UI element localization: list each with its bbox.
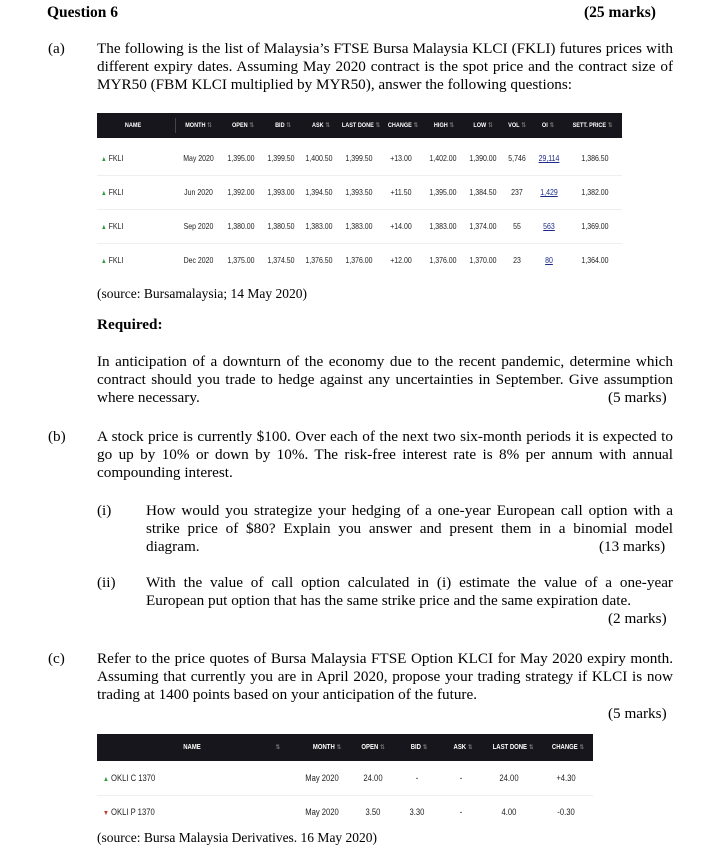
- cell-month: May 2020: [305, 807, 339, 817]
- up-arrow-icon: ▲: [101, 224, 107, 231]
- cell-open: 1,375.00: [227, 255, 255, 265]
- cell-open: 1,395.00: [227, 153, 255, 163]
- part-b-ii-text: With the value of call option calculated in (i) estimate the value of a one-year European put option that has the same strike price and the same expiration date.: [146, 574, 673, 609]
- cell-last-done: 4.00: [501, 807, 517, 817]
- part-c-marks: (5 marks): [608, 705, 667, 722]
- cell-open: 1,392.00: [227, 187, 255, 197]
- cell-last-done: 1,393.50: [345, 187, 373, 197]
- part-b-ii-label: (ii): [97, 574, 116, 591]
- cell-low: 1,374.00: [469, 221, 497, 231]
- part-a-intro: The following is the list of Malaysia’s FTSE Bursa Malaysia KLCI (FKLI) futures prices with different expiry dates. Assuming May 2020 contract is the spot price and the contract size of MYR50 (FBM KLCI multiplied by MYR50), answer the following questions:: [97, 40, 673, 93]
- cell-ask: 1,400.50: [305, 153, 333, 163]
- cell-open: 24.00: [363, 773, 383, 783]
- cell-sett-price: 1,382.00: [581, 187, 609, 197]
- cell-vol: 237: [511, 187, 523, 197]
- required-heading: Required:: [97, 316, 163, 333]
- row-name[interactable]: ▲ FKLI: [101, 187, 124, 197]
- options-table-header: [97, 734, 593, 761]
- header-name[interactable]: NAME: [124, 122, 142, 129]
- header-ask[interactable]: ASK ⇅: [311, 122, 331, 129]
- options-price-table: [97, 734, 593, 828]
- part-a-label: (a): [48, 40, 65, 57]
- part-b-intro: A stock price is currently $100. Over each of the next two six-month periods it is expected to go up by 10% or down by 10%. The risk-free interest rate is 8% per annum with annual compounding interest.: [97, 428, 673, 481]
- up-arrow-icon: ▲: [101, 156, 107, 163]
- cell-month: Dec 2020: [183, 255, 214, 265]
- up-arrow-icon: ▲: [101, 190, 107, 197]
- header-open[interactable]: OPEN ⇅: [232, 122, 254, 129]
- part-b-label: (b): [48, 428, 66, 445]
- table-row: [97, 761, 593, 796]
- cell-month: May 2020: [183, 153, 214, 163]
- header-change[interactable]: CHANGE ⇅: [387, 122, 419, 129]
- cell-change: +12.00: [390, 255, 412, 265]
- cell-last-done: 1,399.50: [345, 153, 373, 163]
- cell-oi-link[interactable]: 29,114: [538, 153, 560, 163]
- cell-ask: 1,376.50: [305, 255, 333, 265]
- futures-price-table: [97, 113, 622, 280]
- header-high[interactable]: HIGH ⇅: [433, 122, 455, 129]
- cell-high: 1,395.00: [429, 187, 457, 197]
- cell-ask: 1,394.50: [305, 187, 333, 197]
- cell-vol: 23: [513, 255, 521, 265]
- cell-open: 3.50: [365, 807, 381, 817]
- question-title: Question 6: [47, 4, 119, 21]
- cell-bid: 1,374.50: [267, 255, 295, 265]
- futures-source: (source: Bursamalaysia; 14 May 2020): [97, 286, 307, 301]
- header-ask[interactable]: ASK ⇅: [453, 744, 473, 751]
- cell-vol: 55: [513, 221, 521, 231]
- row-name[interactable]: ▲ OKLI C 1370: [103, 773, 156, 783]
- header-vol[interactable]: VOL ⇅: [508, 122, 526, 129]
- part-a-question: In anticipation of a downturn of the economy due to the recent pandemic, determine which contract should you trade to hedge against any uncertainties in September. Give assumption where necessary.: [97, 353, 673, 406]
- cell-open: 1,380.00: [227, 221, 255, 231]
- cell-change: +14.00: [390, 221, 412, 231]
- cell-ask: -: [459, 773, 463, 783]
- cell-oi-link[interactable]: 563: [543, 221, 555, 231]
- cell-last-done: 1,383.00: [345, 221, 373, 231]
- cell-bid: 1,393.00: [267, 187, 295, 197]
- cell-change: +13.00: [390, 153, 412, 163]
- cell-ask: 1,383.00: [305, 221, 333, 231]
- part-c-intro: Refer to the price quotes of Bursa Malaysia FTSE Option KLCI for May 2020 expiry month. Assuming that currently you are in April 2020, propose your trading strategy if KLCI is now trading at 1400 points based on your anticipation of the future.: [97, 650, 673, 703]
- header-bid[interactable]: BID ⇅: [410, 744, 428, 751]
- header-last-done[interactable]: LAST DONE ⇅: [492, 744, 534, 751]
- header-open[interactable]: OPEN ⇅: [361, 744, 385, 751]
- futures-table-header: [97, 113, 622, 138]
- row-name[interactable]: ▲ FKLI: [101, 255, 124, 265]
- part-c-label: (c): [48, 650, 65, 667]
- cell-low: 1,390.00: [469, 153, 497, 163]
- down-arrow-icon: ▼: [103, 810, 109, 817]
- table-row: [97, 209, 622, 244]
- up-arrow-icon: ▲: [101, 258, 107, 265]
- cell-bid: -: [415, 773, 419, 783]
- cell-ask: -: [459, 807, 463, 817]
- header-change[interactable]: CHANGE ⇅: [551, 744, 585, 751]
- cell-high: 1,376.00: [429, 255, 457, 265]
- row-name[interactable]: ▲ FKLI: [101, 221, 124, 231]
- header-month[interactable]: MONTH ⇅: [312, 744, 342, 751]
- cell-change: -0.30: [557, 807, 575, 817]
- cell-sett-price: 1,386.50: [581, 153, 609, 163]
- cell-oi-link[interactable]: 80: [545, 255, 553, 265]
- up-arrow-icon: ▲: [103, 776, 109, 783]
- header-name[interactable]: NAME: [183, 744, 201, 751]
- part-b-i-marks: (13 marks): [599, 538, 666, 555]
- header-last-done[interactable]: LAST DONE ⇅: [341, 122, 381, 129]
- cell-month: Jun 2020: [184, 187, 213, 197]
- cell-low: 1,370.00: [469, 255, 497, 265]
- row-name[interactable]: ▼ OKLI P 1370: [103, 807, 155, 817]
- cell-month: May 2020: [305, 773, 339, 783]
- part-b-ii-marks: (2 marks): [608, 610, 667, 627]
- cell-bid: 1,399.50: [267, 153, 295, 163]
- cell-oi-link[interactable]: 1,429: [540, 187, 558, 197]
- part-b-i-label: (i): [97, 502, 112, 519]
- header-bid[interactable]: BID ⇅: [275, 122, 291, 129]
- table-row: [97, 175, 622, 210]
- cell-bid: 3.30: [409, 807, 425, 817]
- cell-high: 1,402.00: [429, 153, 457, 163]
- cell-bid: 1,380.50: [267, 221, 295, 231]
- question-total-marks: (25 marks): [584, 4, 656, 21]
- table-row: [97, 243, 622, 277]
- header-sort[interactable]: ⇅: [275, 744, 281, 751]
- header-sett-price[interactable]: SETT. PRICE ⇅: [572, 122, 613, 129]
- cell-sett-price: 1,364.00: [581, 255, 609, 265]
- cell-month: Sep 2020: [183, 221, 214, 231]
- part-a-marks: (5 marks): [608, 389, 667, 406]
- cell-vol: 5,746: [508, 153, 526, 163]
- header-oi[interactable]: OI ⇅: [541, 122, 555, 129]
- header-month[interactable]: MONTH ⇅: [185, 122, 212, 129]
- cell-last-done: 1,376.00: [345, 255, 373, 265]
- table-row: [97, 795, 593, 829]
- table-row: [97, 141, 622, 176]
- header-low[interactable]: LOW ⇅: [473, 122, 493, 129]
- cell-sett-price: 1,369.00: [581, 221, 609, 231]
- cell-last-done: 24.00: [499, 773, 519, 783]
- cell-low: 1,384.50: [469, 187, 497, 197]
- options-source: (source: Bursa Malaysia Derivatives. 16 May 2020): [97, 830, 378, 845]
- cell-high: 1,383.00: [429, 221, 457, 231]
- part-b-i-text: How would you strategize your hedging of a one-year European call option with a strike price of $80? Explain you answer and present them in a binomial model diagram.: [146, 502, 673, 555]
- cell-change: +11.50: [390, 187, 412, 197]
- row-name[interactable]: ▲ FKLI: [101, 153, 124, 163]
- cell-change: +4.30: [556, 773, 576, 783]
